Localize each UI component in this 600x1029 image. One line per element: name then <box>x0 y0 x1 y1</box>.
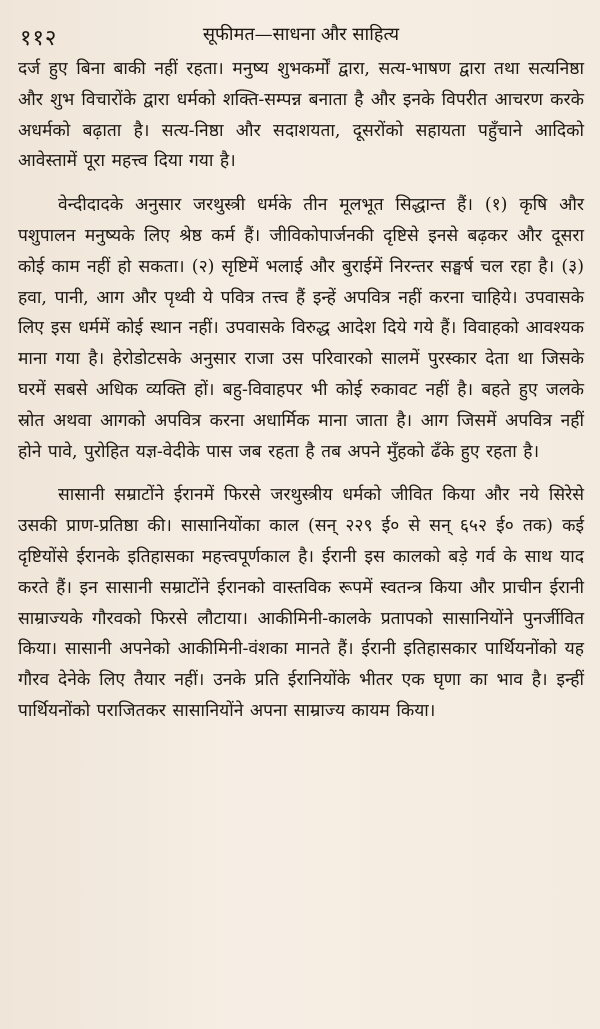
body-text <box>18 54 584 727</box>
paragraph-1: दर्ज हुए बिना बाकी नहीं रहता। मनुष्य शुभकर्मों द्वारा, सत्य-भाषण द्वारा तथा सत्यनिष्ठा और शुभ विचारोंके द्वारा धर्मको शक्ति-सम्पन्न बनाता है और इनके विपरीत आचरण करके अधर्मको बढ़ाता है। सत्य-निष्ठा और सदाशयता, दूसरोंको सहायता पहुँचाने आदिको आवेस्तामें पूरा महत्त्व दिया गया है। <box>18 59 584 172</box>
page-number: ११२ <box>20 26 58 51</box>
page-header <box>18 18 584 54</box>
paragraph-3: सासानी सम्राटोंने ईरानमें फिरसे जरथुस्त्रीय धर्मको जीवित किया और नये सिरेसे उसकी प्राण-प्रतिष्ठा की। सासानियोंका काल (सन् २२९ ई० से सन् ६५२ ई० तक) कई दृष्टियोंसे ईरानके इतिहासका महत्त्वपूर्णकाल है। ईरानी इस कालको बड़े गर्व के साथ याद करते हैं। इन सासानी सम्राटोंने ईरानको वास्तविक रूपमें स्वतन्त्र किया और प्राचीन ईरानी साम्राज्यके गौरवको फिरसे लौटाया। आकीमिनी-कालके प्रतापको सासानियोंने पुनर्जीवित किया। सासानी अपनेको आकीमिनी-वंशका मानते हैं। ईरानी इतिहासकार पार्थियनोंको यह गौरव देनेके लिए तैयार नहीं। उनके प्रति ईरानियोंके भीतर एक घृणा का भाव है। इन्हीं पार्थियनोंको पराजितकर सासानियोंने अपना साम्राज्य कायम किया। <box>18 485 584 721</box>
paragraph-2: वेन्दीदादके अनुसार जरथुस्त्री धर्मके तीन मूलभूत सिद्धान्त हैं। (१) कृषि और पशुपालन मनुष्यके लिए श्रेष्ठ कर्म हैं। जीविकोपार्जनकी दृष्टिसे इनसे बढ़कर और दूसरा कोई काम नहीं हो सकता। (२) सृष्टिमें भलाई और बुराईमें निरन्तर सङ्घर्ष चल रहा है। (३) हवा, पानी, आग और पृथ्वी ये पवित्र तत्त्व हैं इन्हें अपवित्र नहीं करना चाहिये। उपवासके लिए इस धर्ममें कोई स्थान नहीं। उपवासके विरुद्ध आदेश दिये गये हैं। विवाहको आवश्यक माना गया है। हेरोडोटसके अनुसार राजा उस परिवारको सालमें पुरस्कार देता था जिसके घरमें सबसे अधिक व्यक्ति हों। बहु-विवाहपर भी कोई रुकावट नहीं है। बहते हुए जलके स्रोत अथवा आगको अपवित्र करना अधार्मिक माना जाता है। आग जिसमें अपवित्र नहीं होने पावे, पुरोहित यज्ञ-वेदीके पास जब रहता है तब अपने मुँहको ढँके हुए रहता है। <box>18 195 584 462</box>
running-title: सूफीमत—साधना और साहित्य <box>202 24 400 45</box>
